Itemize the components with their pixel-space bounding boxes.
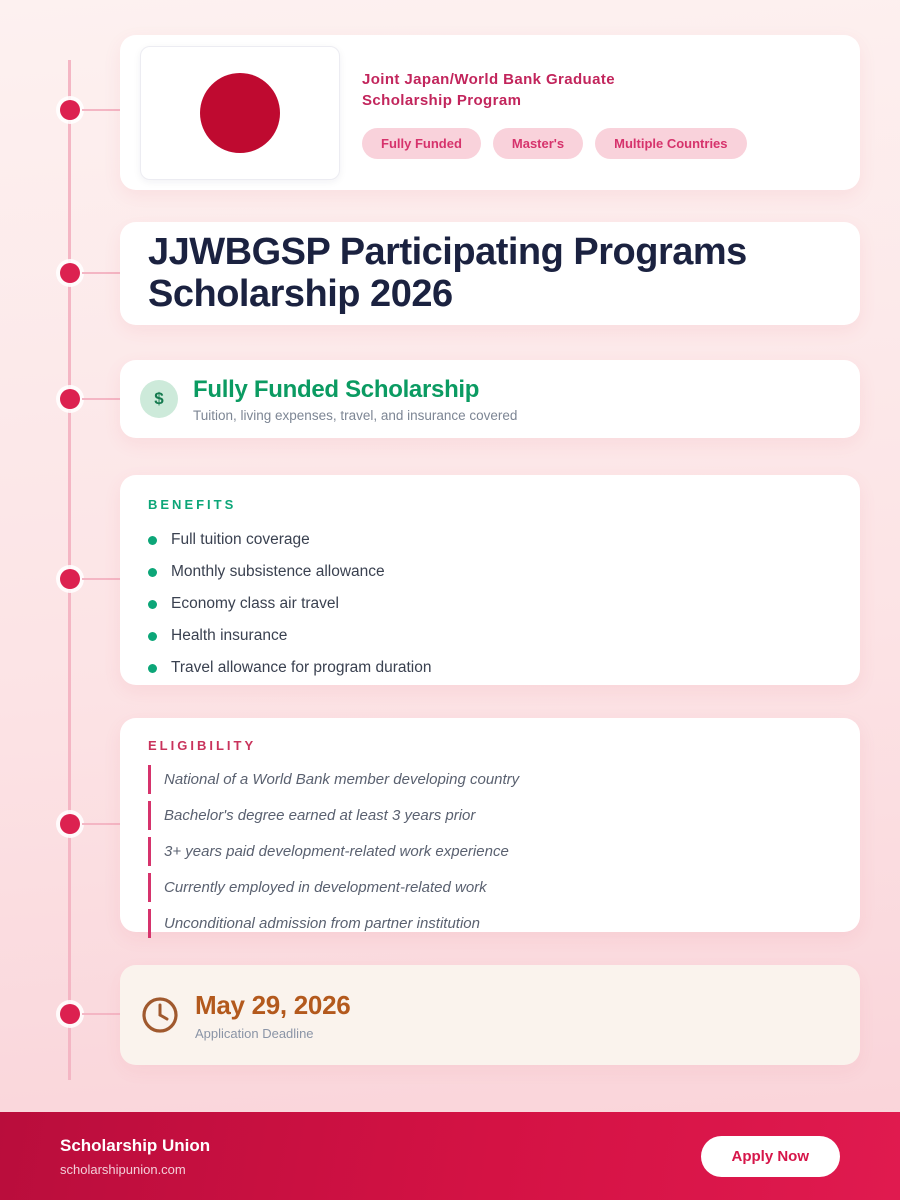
- badge: Fully Funded: [362, 128, 481, 159]
- eligibility-list: [148, 765, 832, 938]
- benefit-label: Economy class air travel: [171, 595, 339, 612]
- benefits-card: [120, 475, 860, 685]
- deadline-card: [120, 965, 860, 1065]
- funding-card: [120, 360, 860, 438]
- benefit-label: Monthly subsistence allowance: [171, 563, 385, 580]
- benefit-label: Travel allowance for program duration: [171, 659, 432, 676]
- benefit-item: [148, 556, 832, 588]
- funding-text: [193, 376, 517, 423]
- bullet-dot-icon: [148, 600, 157, 609]
- benefit-item: [148, 620, 832, 652]
- eligibility-item: Bachelor's degree earned at least 3 years prior: [148, 801, 832, 830]
- apply-now-button[interactable]: Apply Now: [701, 1136, 841, 1177]
- timeline-dot: [60, 263, 80, 283]
- benefits-heading: BENEFITS: [148, 497, 237, 512]
- program-header-card: [120, 35, 860, 190]
- badge: Multiple Countries: [595, 128, 746, 159]
- eligibility-card: [120, 718, 860, 932]
- flag-red-circle-icon: [200, 73, 280, 153]
- clock-icon: [140, 995, 180, 1035]
- timeline-connector: [82, 823, 120, 825]
- timeline-connector: [82, 1013, 120, 1015]
- page-title: JJWBGSP Participating Programs Scholarship 2026: [148, 230, 747, 315]
- timeline-dot: [60, 814, 80, 834]
- benefit-item: [148, 524, 832, 556]
- eligibility-item: 3+ years paid development-related work experience: [148, 837, 832, 866]
- bullet-dot-icon: [148, 632, 157, 641]
- deadline-label: Application Deadline: [195, 1025, 314, 1041]
- badge: Master's: [493, 128, 583, 159]
- benefit-item: [148, 652, 832, 684]
- eligibility-item: Unconditional admission from partner institution: [148, 909, 832, 938]
- footer-bar: [0, 1112, 900, 1200]
- eligibility-item: Currently employed in development-related work: [148, 873, 832, 902]
- eligibility-item: National of a World Bank member developing country: [148, 765, 832, 794]
- content-column: [120, 0, 860, 1065]
- timeline-dot: [60, 569, 80, 589]
- timeline-connector: [82, 272, 120, 274]
- timeline-connector: [82, 109, 120, 111]
- eligibility-heading: ELIGIBILITY: [148, 738, 257, 753]
- bullet-dot-icon: [148, 568, 157, 577]
- timeline-connector: [82, 398, 120, 400]
- benefits-list: [148, 524, 832, 684]
- dollar-icon: $: [140, 380, 178, 418]
- deadline-text: [195, 990, 350, 1041]
- funding-subtext: Tuition, living expenses, travel, and insurance covered: [193, 407, 518, 423]
- timeline-dot: [60, 1004, 80, 1024]
- timeline-connector: [82, 578, 120, 580]
- timeline-dot: [60, 389, 80, 409]
- bullet-dot-icon: [148, 536, 157, 545]
- japan-flag: [140, 46, 340, 180]
- benefit-item: [148, 588, 832, 620]
- title-card: [120, 222, 860, 325]
- footer-brand-block: [60, 1136, 210, 1177]
- badge-list: [362, 128, 747, 159]
- deadline-date: May 29, 2026: [195, 989, 351, 1020]
- program-header-text: [362, 66, 747, 158]
- bullet-dot-icon: [148, 664, 157, 673]
- timeline-dot: [60, 100, 80, 120]
- benefit-label: Full tuition coverage: [171, 531, 310, 548]
- funding-heading: Fully Funded Scholarship: [193, 375, 480, 403]
- program-name: Joint Japan/World Bank Graduate Scholarship Program: [362, 71, 616, 109]
- brand-website: scholarshipunion.com: [60, 1161, 186, 1177]
- benefit-label: Health insurance: [171, 627, 288, 644]
- brand-name: Scholarship Union: [60, 1135, 211, 1155]
